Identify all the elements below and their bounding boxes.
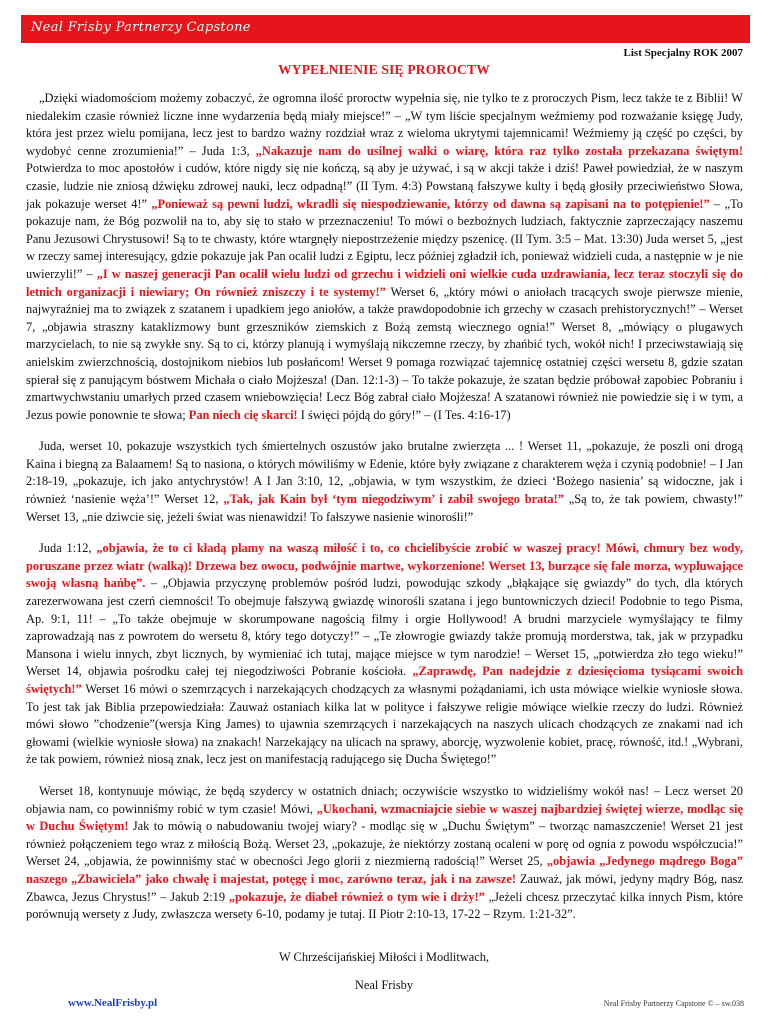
body-text: Werset 18, kontynuuje mówiąc, że będą szydercy w ostatnich dniach; oczywiście wszystko to widzieliśmy wokół nas! – Lecz werset 20 objawia nam, co powinniśmy robić w tym czasie! Mówi, [26,783,743,816]
signature: Neal Frisby [354,978,414,992]
banner-title: Neal Frisby Partnerzy Capstone [31,20,251,35]
body-text: – „Objawia przyczynę problemów pośród ludzi, powodując szkody „błąkające się gwiazdy” do tych, dla których zarezerwowana jest czerń ciemności! To obejmuje fałszywą gwiazdę winorośli szatana i jego buntowniczych dzieci! Podobnie to tego Pisma, Ap. 9:1, 11! – „To także obejmuje w skorumpowane nagością filmy i orgie Hollywood! A brudni marzyciele wymyślający te filmy zaprowadzają nas z powrotem do wersetu 8, który tego dotyczy!” – „Te złowrogie gwiazdy także promują morderstwa, tak, jak w przypadku Mansona i wielu innych, zbyt licznych, by wymieniać ich tutaj, mające miejsce w tym narodzie! – Werset 15, „potwierdza zło tego wieku!” Werset 14, objawia pośrodku całej tej niegodziwości Pobranie kościoła. [26,576,743,679]
body-text: Zauważ, jak mówi, jedyny mądry Bóg, nasz Zbawca, Jezus Chrystus!” – Jakub 2:19 [26,871,743,904]
body-text: „Dzięki wiadomościom możemy zobaczyć, że ogromna ilość proroctw wypełnia się, nie tylko te z proroczych Pism, lecz także te z Biblii! W niedalekim czasie również liczne inne wydarzenia będą miały miejsce!” – „W tym liście specjalnym weźmiemy pod rozważanie księgę Judy, która jest przez wielu pomijana, lecz jest to bardzo ważny rozdział wraz z wieloma ukrytymi tajemnicami! Weźmiemy ją część po części, by wydobyć cenne zrozumienia!” – Juda 1:3, [26,91,743,158]
body-text: Potwierdza to moc apostołów i cudów, które nigdy się nie kończą, są aby je używać, i są w akcji także i dziś! Paweł powiedział, że w naszym czasie, ludzie nie zniosą dźwięku zdrowej nauki, lecz odpadną!” (II Tym. 4:3) Powstaną fałszywe kulty i będą głosiły przeciwieństwo Słowa, jak pokazuje werset 4!” [26,161,743,211]
highlighted-text: „Tak, jak Kain był ‘tym niegodziwym’ i zabił swojego brata!” [223,492,564,507]
letter-body [26,90,743,938]
page-title: WYPEŁNIENIE SIĘ PROROCTW [278,62,490,77]
highlighted-text: „Ponieważ są pewni ludzi, wkradli się niespodziewanie, którzy od dawna są zapisani na to potępienie!” [151,196,710,211]
body-text: Juda, werset 10, pokazuje wszystkich tych śmiertelnych oszustów jako brutalne zwierzęta ... ! Werset 11, „pokazuje, że poszli oni drogą Kaina i biegną za Balaamem! Są to nasiona, o których mówiliśmy w Edenie, które były związane z charakterem węża i czynią podobnie! – I Jan 2:18-19, „pokazuje, ich jako antychrystów! A I Jan 3:10, 12, „objawia, w tym wszystkim, że dzieci ‘Bożego nasienia’ są widoczne, jak i również ‘nasienie węża’!” Werset 12, [26,439,743,507]
paragraph [26,90,743,424]
body-text: Jak to mówią o nabudowaniu twojej wiary? - modląc się w „Duchu Świętym” – tworząc namaszczenie! Werset 21 jest również połączeniem tego wraz z miłością Bożą. Werset 23, „pokazuje, że niektórzy zostaną ocaleni w porę od ognia z powodu współczucia!” Werset 24, „objawia, że powinniśmy stać w obecności Jego glorii z niezmierną radością!” Werset 25, [26,819,743,869]
highlighted-text: „pokazuje, że diabeł również o tym wie i drży!” [228,889,485,904]
highlighted-text: „I w naszej generacji Pan ocalił wielu ludzi od grzechu i widzieli oni wielkie cuda uzdrawiania, lecz teraz stoczyli się do letnich organizacji i niewiary; On również zniszczy i te systemy!” [26,266,743,299]
highlighted-text: „objawia, że to ci kładą plamy na waszą miłość i to, co chcielibyście zrobić w waszej pracy! Mówi, chmury bez wody, poruszane przez wiatr (walką)! Drzewa bez owocu, podwójnie martwe, wykorzenione! Werset 13, burzące się fale morza, wypluwające swoją własną hańbę”. [26,541,743,591]
letter-identifier: List Specjalny ROK 2007 [623,47,743,59]
paragraph [26,540,743,769]
footer-copyright: Neal Frisby Partnerzy Capstone © – sw.038 [603,999,744,1008]
paragraph [26,438,743,526]
highlighted-text: Pan niech cię skarci! [188,407,298,422]
body-text: I święci pójdą do góry!” – (I Tes. 4:16-17) [297,407,511,422]
highlighted-text: „objawia „Jedynego mądrego Boga” naszego „Zbawiciela” jako chwałę i majestat, potęgę i moc, zarówno teraz, jak i na zawsze! [26,854,744,886]
highlighted-text: „Nakazuje nam do usilnej walki o wiarę, która raz tylko została przekazana świętym! [255,143,743,158]
body-text: „Jeżeli chcesz przeczytać kilka innych Pism, które porównują wersety z Judy, zwłaszcza wersety 6-10, podamy je tutaj. II Piotr 2:10-13, 17-22 – Rzym. 1:21-32”. [26,889,743,922]
body-text: Werset 6, „który mówi o aniołach tracących swoje pierwsze mienie, najwyraźniej ma to związek z szatanem i upadkiem jego aniołów, a także prawdopodobnie ich grzechy w czasach prehistorycznych!” – Werset 7, „objawia straszny kataklizmowy bunt grzeszników ziemskich z Bożą zemstą wiecznego ognia!” Werset 8, „mówiący o plugawych marzycielach, to nie są zwykłe sny. Są to ci, którzy planują i wymyślają nikczemne rzeczy, by zhańbić tych, wokół nich! I przeciwstawiają się anielskim zwierzchnością, dostojnikom niebios lub posłańcom! Werset 9 pomaga rozwiązać tajemnicę ostatniej części wersetu 8, gdzie szatan spierał się z panującym bóstwem Michała o ciało Mojżesza! (Dan. 12:1-3) – To także pokazuje, że szatan będzie próbował zapobiec Pobraniu i zmartwychwstaniu umarłych przed czasem wniebowzięcia! Lecz Bóg zabrał ciało Mojżesza! A szatanowi również nie powiedzie się i w tym, a Jezus powie ponownie te słowa; [26,284,743,422]
body-text: Werset 16 mówi o szemrzących i narzekających chodzących za własnymi pożądaniami, ich usta mówiące wielkie wyniosłe słowa. To jest tak jak Biblia przepowiedziała: Zauważ ostaniach kilka lat w polityce i fałszywe religie mówiące wielkie rzeczy do ludzi. Również mówi słowo ”chodzenie”(wersja King James) to ujawnia szemrzących i narzekających na naszych ulicach chodzących ze znakami nad ich głowami (wielkie wyniosłe słowa) na znakach! Narzekający na ulicach na sprawy, aborcję, wyzwolenie kobiet, pracę, równość, itd.! „Wybrani, że tak powiem, również niosą znak, lecz jest on manifestacją radującego się Ducha Świętego!” [26,682,743,767]
website-link[interactable]: www.NealFrisby.pl [68,997,158,1009]
highlighted-text: „Ukochani, wzmacniajcie siebie w waszej najbardziej świętej wierze, modląc się w Duchu Świętym! [26,801,743,834]
body-text: Juda 1:12, [39,541,97,556]
highlighted-text: „Zaprawdę, Pan nadejdzie z dziesięcioma tysiącami swoich świętych!” [26,664,743,696]
header-banner [21,15,750,43]
body-text: „Są to, że tak powiem, chwasty!” Werset 13, „nie dziwcie się, jeżeli świat was nienawidzi! To fałszywe nasienie winorośli!” [26,492,743,524]
closing-salutation: W Chrześcijańskiej Miłości i Modlitwach, [278,950,490,964]
paragraph [26,783,743,924]
body-text: – „To pokazuje nam, że Bóg pozwolił na to, aby się to stało w przeznaczeniu! To mówi o bezbożnych ludziach, faktycznie zaprzeczający naszemu Panu Jezusowi Chrystusowi! Są to te chwasty, które wtargnęły niepostrzeżenie między pszenicę. (II Tym. 3:5 – Mat. 13:30) Juda werset 5, „jest w rzeczy samej interesujący, gdzie pokazuje jak Pan ocalił ludzi z Egiptu, lecz później zgładził ich, ponieważ widzieli cuda, a następnie w je nie uwierzyli!” – [26,196,743,281]
